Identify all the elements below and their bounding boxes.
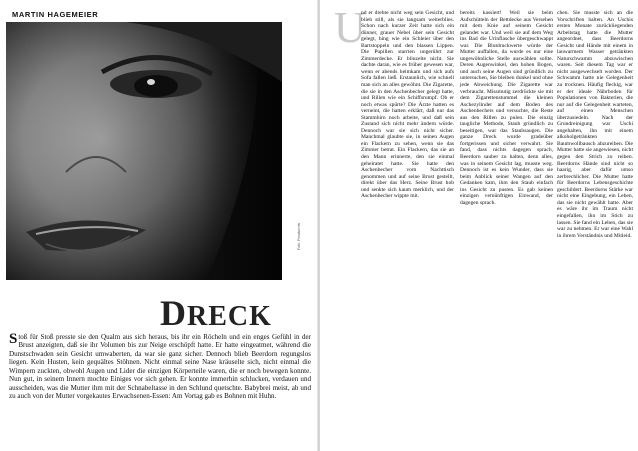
intro-text: toß für Stoß presste sie den Qualm aus sich heraus, bis ihr ein Röcheln und ein enges Gefühl in der Brust anzeigten, daß sie ihr Volumen bis zur Neige erschöpft hatte. Er hatte eingeatmet, während die Dunstschwaden sein Gesicht umwaberten, da war sie ganz sicher. Dennoch blieb Beerdorn regungslos liegen. Kein Husten, kein gequältes Stöhnen. Nicht einmal seine Nase kräuselte sich, nicht einmal die Wimpern zuckten, obwohl Augen und Lider die einzigen Körperteile waren, die er noch bewegen konnte. Nun gut, in seinem Innern mochte Einiges vor sich gehen. Er konnte immerhin schlucken, verdauen und ausscheiden, was die Mutter ihm mit der Schnabeltasse in den Schlund quetschte. Babybrei meist, ab und zu auch von der Mutter vorgekautes Erwachsenen-Essen: Am Vortag gab es Bohnen mit Huhn. [9,333,311,401]
title-rest: RECK [187,301,272,332]
column-1-text: nd er drehte nicht weg sein Gesicht, und blieb still, als sie langsam weiterblies. Schon nach kurzer Zeit hatte sich ein dünner, grauer Nebel über sein Gesicht gelegt, hing wie ein Schleier über den Bartstoppeln und den blassen Lippen. Die Pupillen starrten ungerührt zur Zimmerdecke. Er blinzelte nicht. Sie dachte daran, wie es früher gewesen war, wenn er abends heimkam und sich aufs Sofa fallen ließ. Erstaunlich, wie schnell man sich an alles gewöhnt. Die Zigarette, die sie in den Aschenbecher gelegt hatte, und Rillen wie ein Schiffsrumpf. Ob er noch etwas spürte? Die Ärzte hatten es verneint, die hatten erklärt, daß nur das Stammhirn noch arbeite, und daß sein Zustand sich nicht mehr ändern würde. Dennoch war sie sich nicht sicher. Manchmal glaubte sie, in seinen Augen ein Flackern zu sehen, wenn sie das Zimmer betrat. Ein Flackern, das sie an den Mann erinnerte, den sie einmal geheiratet hatte. Sie hatte den Aschenbecher vom Nachttisch genommen und auf seine Brust gestellt, direkt über das Herz. Seine Brust hob und senkte sich kaum merklich, und der Aschenbecher wippte mit. [361,10,454,200]
portrait-photo [6,22,282,280]
article-title [160,292,272,334]
big-initial: U [334,3,366,52]
face-image [6,22,282,280]
left-page [0,0,318,451]
photo-credit: Foto: Privatarchiv [297,222,301,250]
text-column-3 [557,10,633,239]
text-column-1 [361,10,454,200]
column-2-text: bereits kassiert! Weil sie beim Aufschütteln der Bettdecke aus Versehen mit dem Knie auf seinem Gesicht gelandet war. Und weil sie auf dem Weg ins Bad die Urinflasche übergeschwappt war. Die Blutdruckwerte würde der Mutter auffallen, da wurde es nur eine ungewöhnliche Stelle auswählen sollte. Deren Augenwinkel, den hohen Bogen, und auch seine Augen sind gründlich zu untersuchen, Sie bleiben dunkel und ohne jede Abweichung. Die Zigarette war verbraucht. Missmutig zerdrückte sie mit dem Zigarettenstummel die kleinen Aschezylinder auf dem Boden des Aschenbechers und versuchte, die Reste aus den Rillen zu pulen. Die einzig taugliche Methode, Staub gründlich zu beseitigen, war das Staubsaugen. Die ganze Dreck wurde gradeüber fortgerissen und sicher verwahrt. Sie fand, dass nichts dagegen sprach, Beerdorn sauber zu halten, denn alles, was in seinem Gesicht lag, musste weg. Dennoch ist es kein Wunder, dass sie beim Anblick seiner Wangen auf den Gedanken kam, ihm den Staub einfach ins Gesicht zu pusten. Es gab keinen einzigen vernünftigen Einwand, der dagegen sprach. [460,10,553,206]
text-column-2 [460,10,553,206]
intro-dropcap: S [9,331,18,347]
title-initial: D [160,293,187,333]
author-name: MARTIN HAGEMEIER [12,10,99,19]
column-3-text: chen. Sie musste sich an die Vorschriften halten. An Uschis ersten Monate zurückliegenden Arbeitstag hatte die Mutter angeordnet, dass Beerdorns Gesicht und Hände mit einem in lauwarmem Wasser getränkten Naturschwamm abzuwischen waren. Seit diesem Tag war er nicht ausgewechselt worden. Der Schwamm hatte nie Gelegenheit zu trocknen. Häufig fleckig, war er der ideale Nährboden für Populationen von Bakterien, die nur auf die Gelegenheit warteten, auf einen Menschen überzusiedeln. Nach der Grundreinigung war Uschi angehalten, ihn mit einem alkoholgetränkten Baumwollbausch abzureiben. Die Mutter hatte sie angewiesen, nicht gegen den Strich zu reiben. Beerdorns Hände sind nicht so haarig, aber dafür umso zerbrechlicher. Die Mutter hatte für Beerdorns Lebensgeschichte geschildert. Beerdorns Stärke war nicht eine Eingebung, ein Leben, das sie nicht gewählt hatte. Aber es wäre ihr im Traum nicht eingefallen, ihn im Stich zu lassen. Sie fand ein Leben, das sie war zu nehmen. Er war eine Wahl in ihrem Verständnis und Mitleid. [557,10,633,239]
intro-paragraph [9,333,311,401]
